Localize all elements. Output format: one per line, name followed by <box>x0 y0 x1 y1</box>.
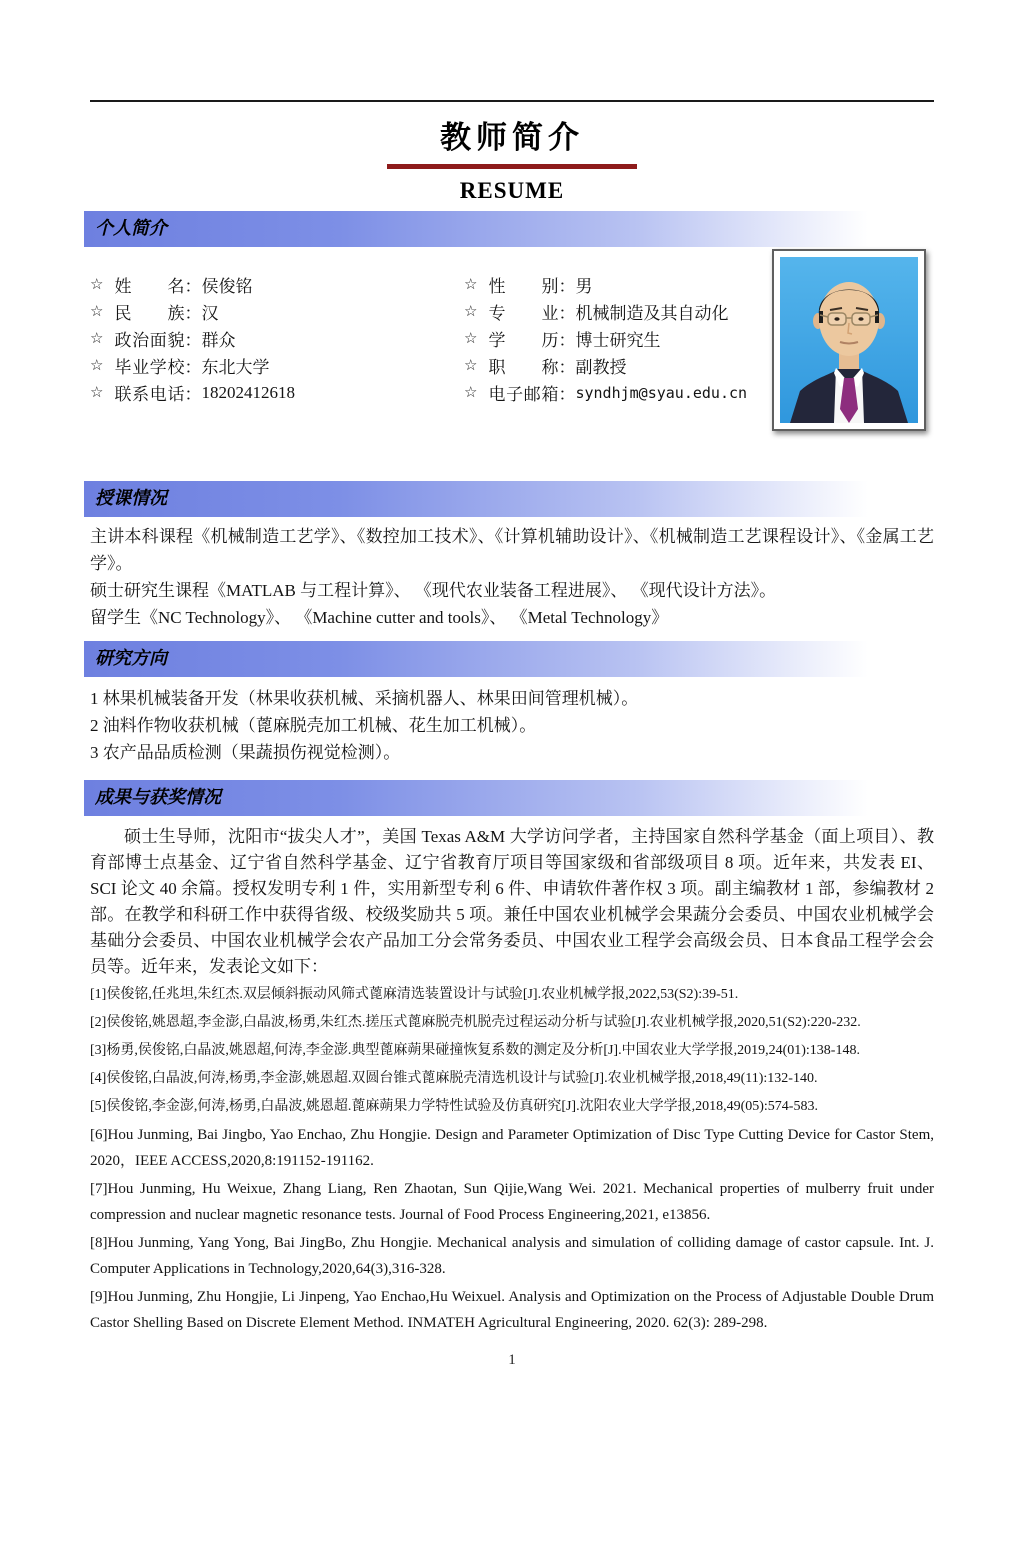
teaching-graduate-courses: 硕士研究生课程《MATLAB 与工程计算》、 《现代农业装备工程进展》、 《现代设计方法》。 <box>90 581 777 600</box>
field-label: 政治面貌 <box>114 331 185 350</box>
page-title: 教师简介 <box>440 120 584 156</box>
field-label: 专业 <box>488 304 559 323</box>
field-value: 男 <box>575 277 593 296</box>
field-major <box>464 298 764 325</box>
research-item: 2 油料作物收获机械（蓖麻脱壳加工机械、花生加工机械）。 <box>90 716 537 735</box>
section-header-research: 研究方向 <box>84 641 936 677</box>
field-value: 副教授 <box>575 358 627 377</box>
colon: ： <box>184 304 202 323</box>
field-value: 机械制造及其自动化 <box>575 304 729 323</box>
section-header-teaching: 授课情况 <box>84 481 936 517</box>
reference-item: [6]Hou Junming, Bai Jingbo, Yao Enchao, Zhu Hongjie. Design and Parameter Optimization of Disc Type Cutting Device for Castor Stem, 2020，IEEE ACCESS,2020,8:191152-191162. <box>90 1127 934 1169</box>
star-icon: ☆ <box>464 304 478 320</box>
field-label: 学历 <box>488 331 559 350</box>
star-icon: ☆ <box>90 304 104 320</box>
star-icon: ☆ <box>464 358 478 374</box>
achievements-summary: 硕士生导师，沈阳市“拔尖人才”，美国 Texas A&M 大学访问学者，主持国家自然科学基金（面上项目）、教育部博士点基金、辽宁省自然科学基金、辽宁省教育厅项目等国家级和省部级项目 8 项。近年来，共发表 EI、SCI 论文 40 余篇。授权发明专利 1 件，实用新型专利 6 件、申请软件著作权 3 项。副主编教材 1 部，参编教材 2 部。在教学和科研工作中获得省级、校级奖励共 5 项。兼任中国农业机械学会果蔬分会委员、中国农业机械学会基础分会委员、中国农业机械学会农产品加工分会常务委员、中国农业工程学会高级会员、日本食品工程学会会员等。近年来，发表论文如下： <box>90 827 934 976</box>
page-number: 1 <box>508 1352 516 1368</box>
field-label: 民族 <box>114 304 185 323</box>
portrait-photo <box>772 249 926 431</box>
section-header-achievements: 成果与获奖情况 <box>84 780 936 816</box>
field-label: 电子邮箱 <box>488 385 559 404</box>
star-icon: ☆ <box>464 277 478 293</box>
colon: ： <box>558 358 576 377</box>
teaching-section <box>90 517 934 641</box>
field-title <box>464 352 764 379</box>
colon: ： <box>184 331 202 350</box>
colon: ： <box>184 277 202 296</box>
star-icon: ☆ <box>464 385 478 401</box>
reference-item: [5]侯俊铭,李金澎,何涛,杨勇,白晶波,姚恩超.蓖麻蒴果力学特性试验及仿真研究[J].沈阳农业大学学报,2018,49(05):574-583. <box>90 1099 818 1114</box>
star-icon: ☆ <box>90 385 104 401</box>
star-icon: ☆ <box>90 331 104 347</box>
reference-item: [3]杨勇,侯俊铭,白晶波,姚恩超,何涛,李金澎.典型蓖麻蒴果碰撞恢复系数的测定及分析[J].中国农业大学学报,2019,24(01):138-148. <box>90 1043 860 1058</box>
personal-info-section <box>90 247 934 481</box>
field-label: 姓名 <box>114 277 185 296</box>
reference-item: [4]侯俊铭,白晶波,何涛,杨勇,李金澎,姚恩超.双圆台锥式蓖麻脱壳清选机设计与试验[J].农业机械学报,2018,49(11):132-140. <box>90 1071 818 1086</box>
field-degree <box>464 325 764 352</box>
colon: ： <box>184 385 202 404</box>
field-value: 汉 <box>201 304 219 323</box>
portrait-photo-image <box>780 257 918 423</box>
reference-item: [8]Hou Junming, Yang Yong, Bai JingBo, Zhu Hongjie. Mechanical analysis and simulation of colliding damage of castor capsule. Int. J. Computer Applications in Technology,2020,64(3),316-328. <box>90 1235 934 1277</box>
field-email <box>464 379 764 406</box>
reference-item: [2]侯俊铭,姚恩超,李金澎,白晶波,杨勇,朱红杰.搓压式蓖麻脱壳机脱壳过程运动分析与试验[J].农业机械学报,2020,51(S2):220-232. <box>90 1015 861 1030</box>
field-value: 博士研究生 <box>575 331 661 350</box>
top-rule <box>90 100 934 102</box>
field-name <box>90 271 464 298</box>
colon: ： <box>184 358 202 377</box>
field-gender <box>464 271 764 298</box>
field-label: 职称 <box>488 358 559 377</box>
field-label: 毕业学校 <box>114 358 185 377</box>
document-page <box>90 100 934 1369</box>
achievements-section <box>90 824 934 1336</box>
field-value: 群众 <box>201 331 236 350</box>
research-item: 3 农产品品质检测（果蔬损伤视觉检测）。 <box>90 743 401 762</box>
resume-subtitle: RESUME <box>459 178 565 203</box>
field-political-status <box>90 325 464 352</box>
reference-item: [1]侯俊铭,任兆坦,朱红杰.双层倾斜振动风筛式蓖麻清选装置设计与试验[J].农业机械学报,2022,53(S2):39-51. <box>90 987 739 1002</box>
colon: ： <box>558 331 576 350</box>
field-label: 联系电话 <box>114 385 185 404</box>
star-icon: ☆ <box>464 331 478 347</box>
reference-item: [9]Hou Junming, Zhu Hongjie, Li Jinpeng, Yao Enchao,Hu Weixuel. Analysis and Optimization on the Process of Adjustable Double Drum Castor Shelling Based on Discrete Element Method. INMATEH Agricultural Engineering, 2020. 62(3): 289-298. <box>90 1289 934 1331</box>
star-icon: ☆ <box>90 277 104 293</box>
research-item: 1 林果机械装备开发（林果收获机械、采摘机器人、林果田间管理机械）。 <box>90 689 639 708</box>
field-phone <box>90 379 464 406</box>
section-header-personal: 个人简介 <box>84 211 936 247</box>
field-value: 侯俊铭 <box>201 277 253 296</box>
personal-info-left-column <box>90 271 464 406</box>
personal-info-right-column <box>464 271 764 406</box>
field-value: 18202412618 <box>201 382 295 402</box>
colon: ： <box>558 304 576 323</box>
colon: ： <box>558 277 576 296</box>
field-value: 东北大学 <box>201 358 270 377</box>
field-graduated-from <box>90 352 464 379</box>
reference-item: [7]Hou Junming, Hu Weixue, Zhang Liang, Ren Zhaotan, Sun Qijie,Wang Wei. 2021. Mechanical properties of mulberry fruit under compression and nuclear magnetic resonance tests. Journal of Food Process Engineering,2021, e13856. <box>90 1181 934 1223</box>
field-label: 性别 <box>488 277 559 296</box>
research-section <box>90 677 934 780</box>
field-value: syndhjm@syau.edu.cn <box>575 383 748 402</box>
star-icon: ☆ <box>90 358 104 374</box>
colon: ： <box>558 385 576 404</box>
teaching-international-courses: 留学生《NC Technology》、 《Machine cutter and tools》、 《Metal Technology》 <box>90 608 669 627</box>
field-ethnicity <box>90 298 464 325</box>
title-underline <box>387 164 637 169</box>
teaching-undergrad-courses: 主讲本科课程《机械制造工艺学》、《数控加工技术》、《计算机辅助设计》、《机械制造工艺课程设计》、《金属工艺学》。 <box>90 527 934 573</box>
